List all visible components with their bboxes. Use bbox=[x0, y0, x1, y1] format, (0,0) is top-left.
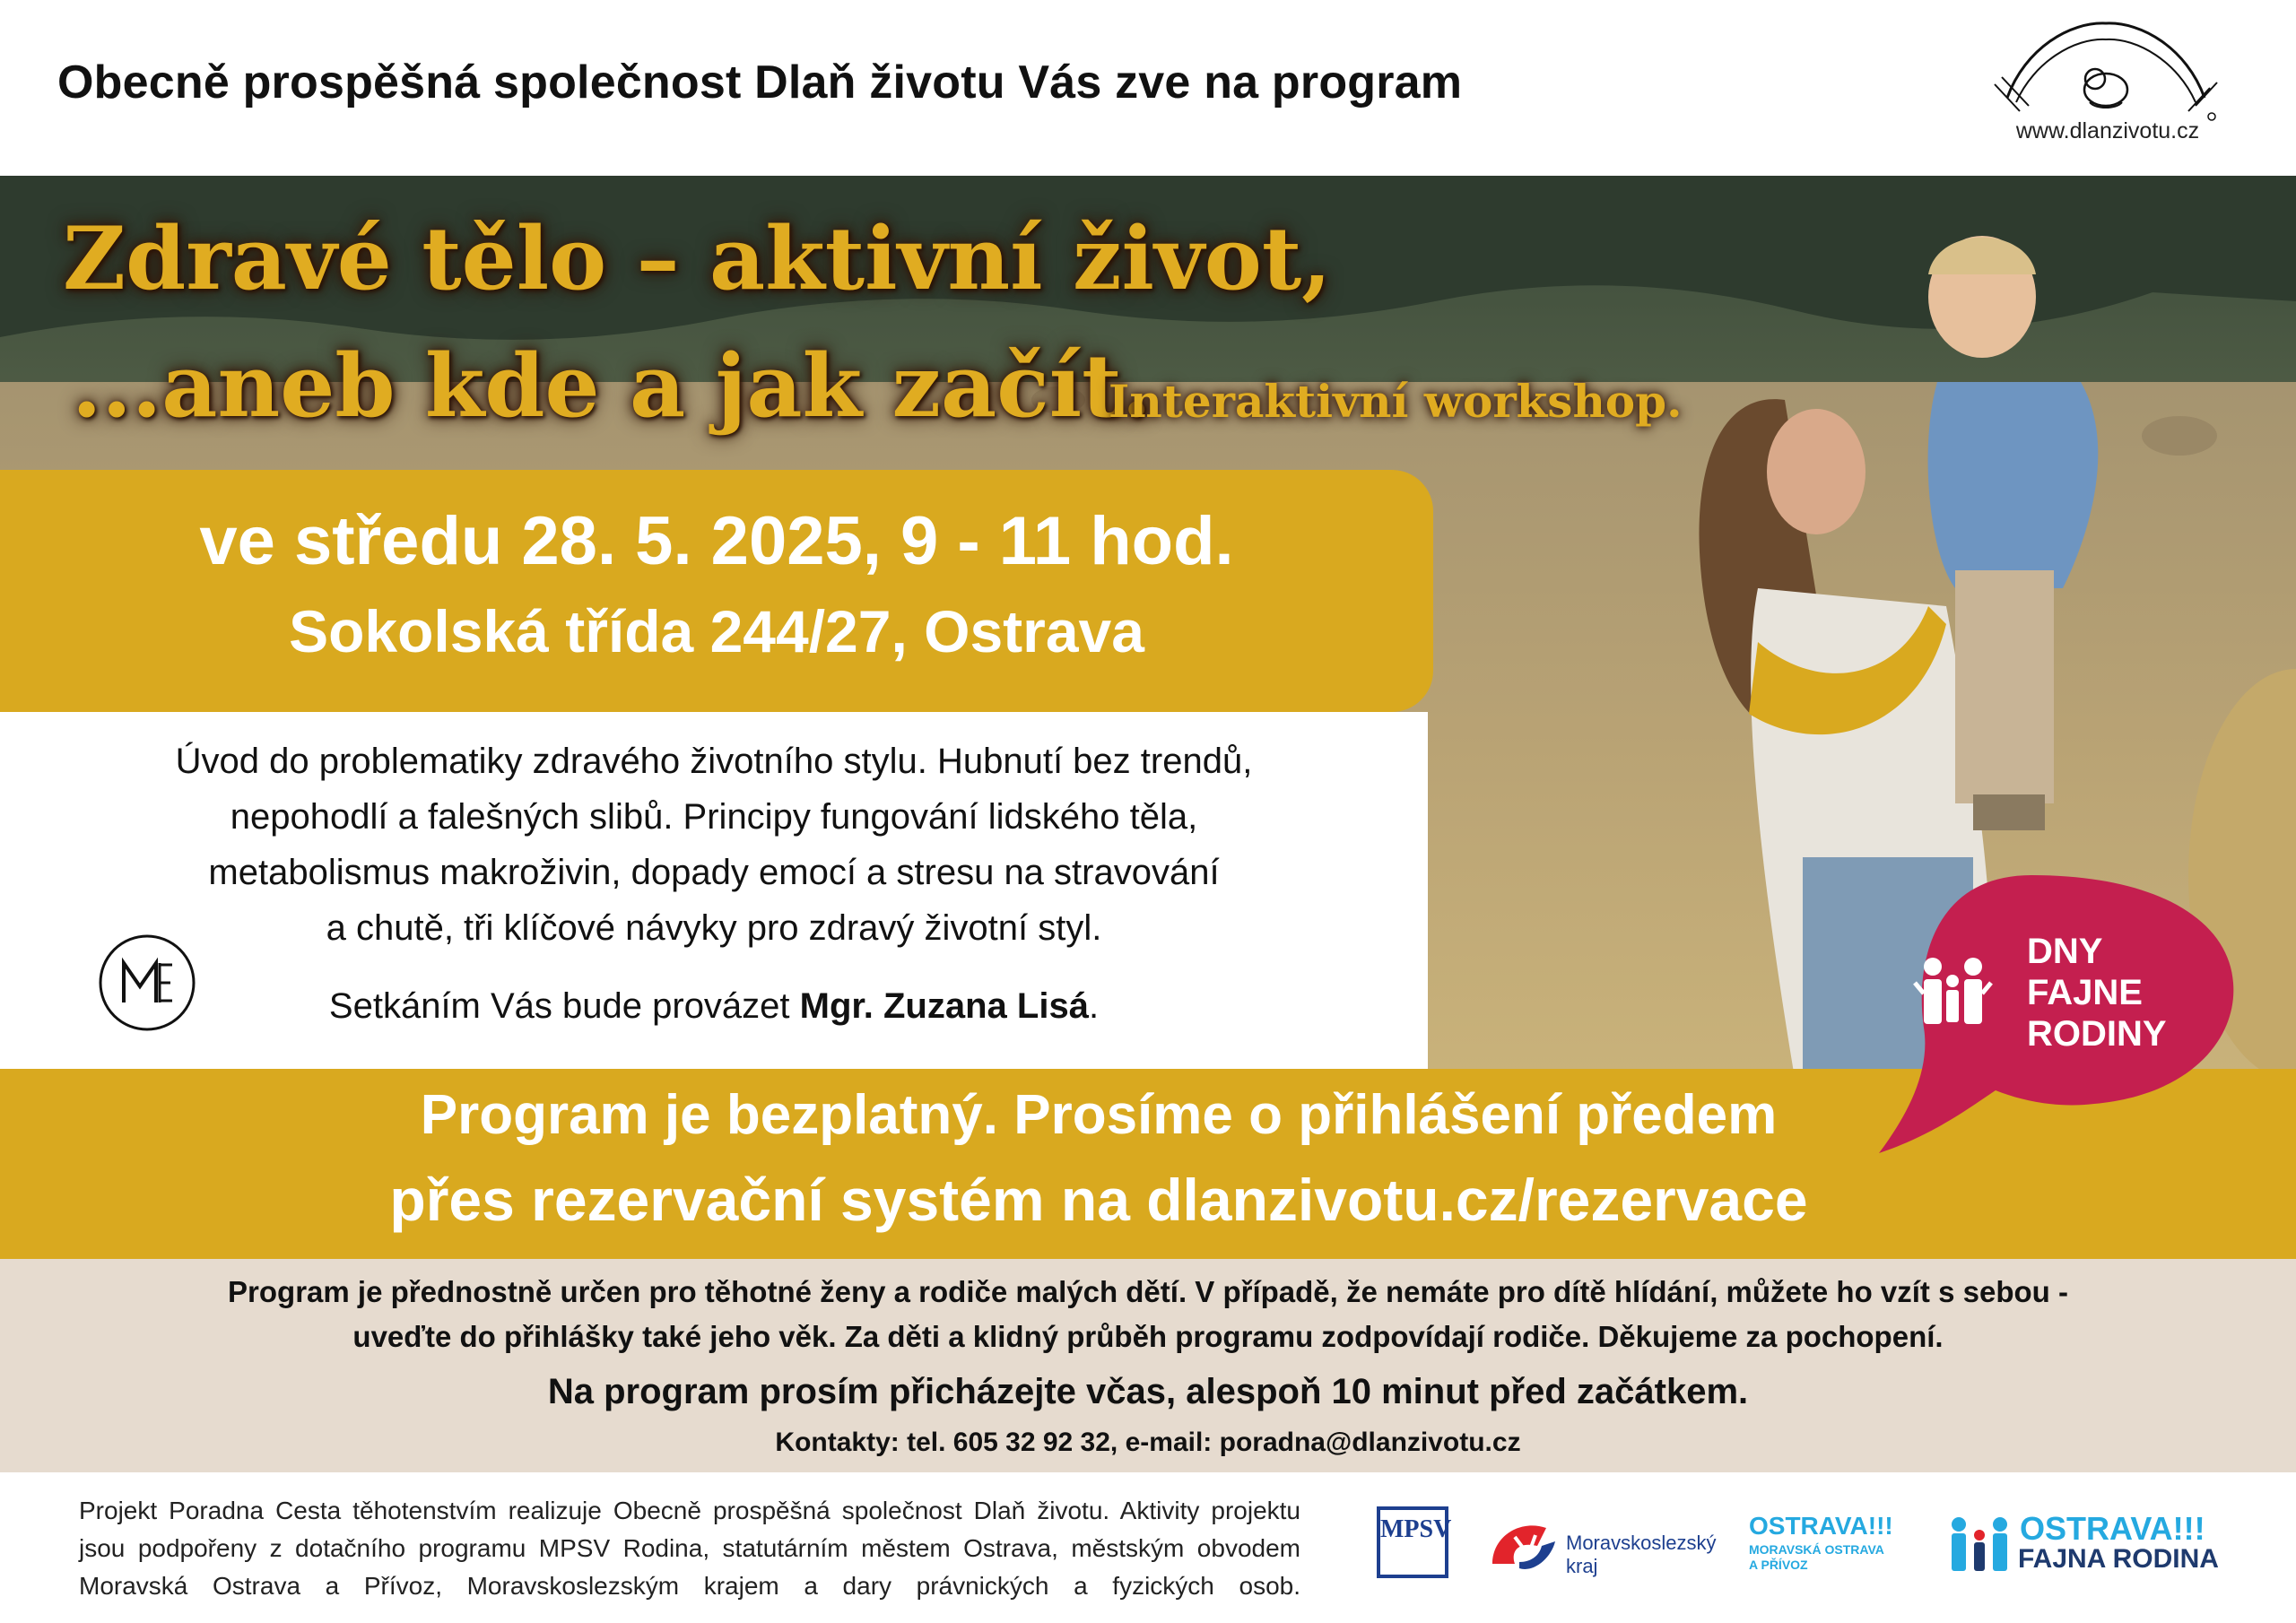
info-line-1: Program je přednostně určen pro těhotné ženy a rodiče malých dětí. V případě, že nemáte pro dítě hlídání, můžete ho vzít s sebou - bbox=[228, 1275, 2068, 1308]
ostrava-fajna-title: OSTRAVA!!! bbox=[2020, 1510, 2205, 1547]
ostrava-fajna-subtitle: FAJNA RODINA bbox=[2018, 1544, 2219, 1574]
program-line-2: přes rezervační systém na dlanzivotu.cz/rezervace bbox=[389, 1167, 1808, 1233]
description-line: metabolismus makroživin, dopady emocí a stresu na stravování bbox=[208, 853, 1220, 892]
info-line-2: uveďte do přihlášky také jeho věk. Za děti a klidný průběh programu zodpovídají rodiče. Děkujeme za pochopení. bbox=[352, 1320, 1944, 1353]
msk-label-line-1: Moravskoslezský bbox=[1566, 1532, 1717, 1554]
badge-line-2: FAJNE bbox=[2027, 973, 2143, 1012]
presenter-name: Mgr. Zuzana Lisá bbox=[799, 986, 1089, 1026]
presenter-suffix: . bbox=[1088, 986, 1100, 1026]
ostrava-sub-line-2: A PŘÍVOZ bbox=[1749, 1558, 1808, 1572]
ostrava-sub-line-1: MORAVSKÁ OSTRAVA bbox=[1749, 1542, 1884, 1557]
headline-subtitle: Interaktivní workshop. bbox=[1109, 375, 1683, 428]
program-line-1: Program je bezplatný. Prosíme o přihlášení předem bbox=[420, 1084, 1778, 1146]
logo-url: www.dlanzivotu.cz bbox=[2015, 118, 2200, 143]
msk-label-line-2: kraj bbox=[1566, 1555, 1598, 1577]
presenter-line bbox=[0, 986, 1428, 1027]
description-text bbox=[36, 733, 1392, 956]
mpsv-label: MPSV bbox=[1380, 1515, 1452, 1543]
event-date: ve středu 28. 5. 2025, 9 - 11 hod. bbox=[199, 503, 1234, 579]
info-line-3: Na program prosím přicházejte včas, alespoň 10 minut před začátkem. bbox=[547, 1372, 1749, 1411]
event-address: Sokolská třída 244/27, Ostrava bbox=[289, 598, 1144, 664]
fajna-rodina-icon bbox=[1946, 1515, 2013, 1573]
presenter-prefix: Setkáním Vás bude provázet bbox=[328, 986, 800, 1026]
badge-line-1: DNY bbox=[2027, 932, 2103, 971]
description-line: Úvod do problematiky zdravého životního stylu. Hubnutí bez trendů, bbox=[175, 742, 1253, 781]
dny-fajne-rodiny-badge bbox=[1852, 866, 2238, 1162]
ostrava-logo-subtitle bbox=[1749, 1542, 1892, 1573]
badge-line-3: RODINY bbox=[2027, 1014, 2167, 1054]
headline-line-2: ...aneb kde a jak začít. bbox=[72, 335, 1152, 437]
msk-label bbox=[1566, 1532, 1716, 1578]
description-line: nepohodlí a falešných slibů. Principy fungování lidského těla, bbox=[230, 797, 1198, 837]
mpsv-logo bbox=[1377, 1506, 1452, 1578]
headline-line-1: Zdravé tělo – aktivní život, bbox=[63, 208, 1332, 309]
contacts-line: Kontakty: tel. 605 32 92 32, e-mail: poradna@dlanzivotu.cz bbox=[775, 1428, 1521, 1457]
header-title: Obecně prospěšná společnost Dlaň životu Vás zve na program bbox=[57, 56, 1463, 108]
footer-text: Projekt Poradna Cesta těhotenstvím realizuje Obecně prospěšná společnost Dlaň životu. Aktivity projektu jsou podpořeny z dotačního programu MPSV Rodina, statutárním městem Ostrava, městským obvodem Moravská Ostrava a Přívoz, Moravskoslezským krajem a dary právnických a fyzických osob. bbox=[79, 1497, 1300, 1600]
description-line: a chutě, tři klíčové návyky pro zdravý životní styl. bbox=[326, 908, 1102, 948]
ostrava-logo: OSTRAVA!!! bbox=[1749, 1512, 1893, 1540]
